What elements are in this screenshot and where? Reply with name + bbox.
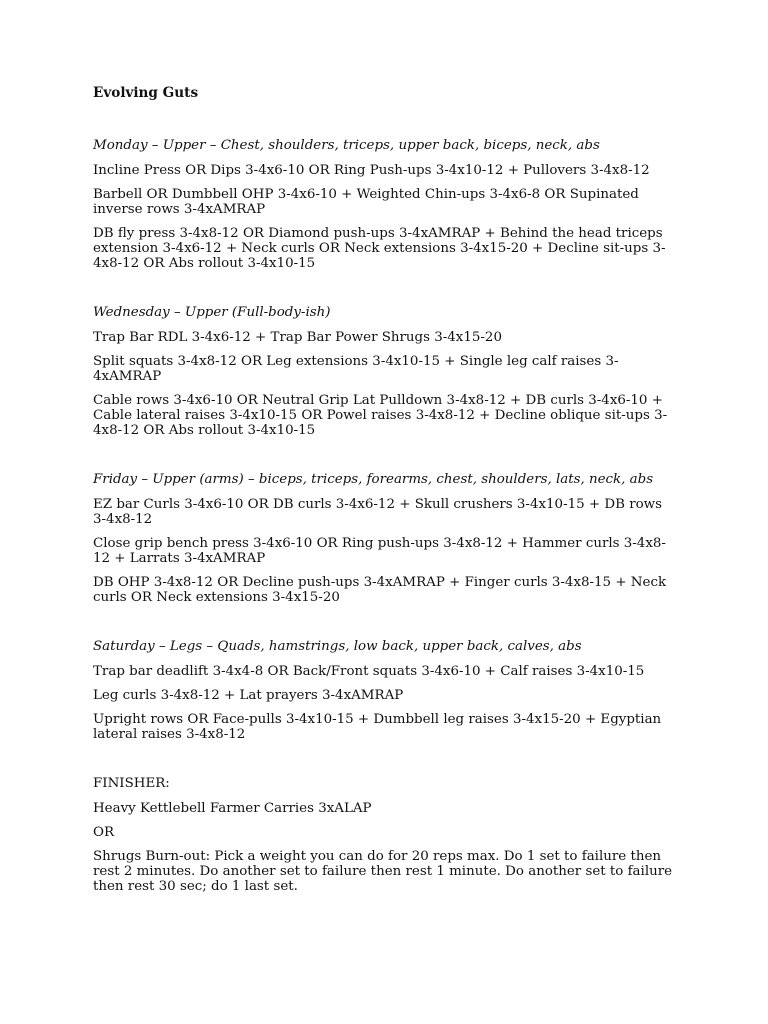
- exercise-line: Cable rows 3-4x6-10 OR Neutral Grip Lat Pulldown 3-4x8-12 + DB curls 3-4x6-10 + Cable lateral raises 3-4x10-15 OR Powel raises 3-4x8-12 + Decline oblique sit-ups 3-4x8-12 OR Abs rollout 3-4x10-15: [93, 393, 668, 438]
- document-page: [93, 86, 675, 903]
- exercise-line: Barbell OR Dumbbell OHP 3-4x6-10 + Weighted Chin-ups 3-4x6-8 OR Supinated inverse rows 3-4xAMRAP: [93, 187, 639, 217]
- section-wednesday: [93, 305, 675, 438]
- exercise-line: DB fly press 3-4x8-12 OR Diamond push-ups 3-4xAMRAP + Behind the head triceps extension 3-4x6-12 + Neck curls OR Neck extensions 3-4x15-20 + Decline sit-ups 3-4x8-12 OR Abs rollout 3-4x10-15: [93, 226, 666, 271]
- document-title: Evolving Guts: [93, 85, 199, 101]
- exercise-line: Incline Press OR Dips 3-4x6-10 OR Ring Push-ups 3-4x10-12 + Pullovers 3-4x8-12: [93, 163, 650, 178]
- exercise-line: Close grip bench press 3-4x6-10 OR Ring push-ups 3-4x8-12 + Hammer curls 3-4x8-12 + Larrats 3-4xAMRAP: [93, 536, 666, 566]
- finisher-line: Shrugs Burn-out: Pick a weight you can do for 20 reps max. Do 1 set to failure then rest 2 minutes. Do another set to failure then rest 1 minute. Do another set to failure then rest 30 sec; do 1 last set.: [93, 849, 673, 894]
- section-heading: Friday – Upper (arms) – biceps, triceps, forearms, chest, shoulders, lats, neck, abs: [93, 472, 654, 487]
- section-heading: Saturday – Legs – Quads, hamstrings, low back, upper back, calves, abs: [93, 639, 582, 654]
- finisher-line: OR: [93, 825, 115, 840]
- finisher-section: [93, 776, 675, 894]
- exercise-line: Leg curls 3-4x8-12 + Lat prayers 3-4xAMRAP: [93, 688, 404, 703]
- section-saturday: [93, 639, 675, 742]
- exercise-line: Trap Bar RDL 3-4x6-12 + Trap Bar Power Shrugs 3-4x15-20: [93, 330, 502, 345]
- section-heading: Monday – Upper – Chest, shoulders, triceps, upper back, biceps, neck, abs: [93, 138, 600, 153]
- section-monday: [93, 138, 675, 271]
- finisher-line: Heavy Kettlebell Farmer Carries 3xALAP: [93, 801, 372, 816]
- exercise-line: Trap bar deadlift 3-4x4-8 OR Back/Front squats 3-4x6-10 + Calf raises 3-4x10-15: [93, 664, 645, 679]
- finisher-heading: FINISHER:: [93, 776, 170, 791]
- exercise-line: Split squats 3-4x8-12 OR Leg extensions 3-4x10-15 + Single leg calf raises 3-4xAMRAP: [93, 354, 619, 384]
- exercise-line: EZ bar Curls 3-4x6-10 OR DB curls 3-4x6-12 + Skull crushers 3-4x10-15 + DB rows 3-4x8-12: [93, 497, 662, 527]
- section-heading: Wednesday – Upper (Full-body-ish): [93, 305, 331, 320]
- exercise-line: DB OHP 3-4x8-12 OR Decline push-ups 3-4xAMRAP + Finger curls 3-4x8-15 + Neck curls OR Neck extensions 3-4x15-20: [93, 575, 667, 605]
- section-friday: [93, 472, 675, 605]
- exercise-line: Upright rows OR Face-pulls 3-4x10-15 + Dumbbell leg raises 3-4x15-20 + Egyptian lateral raises 3-4x8-12: [93, 712, 662, 742]
